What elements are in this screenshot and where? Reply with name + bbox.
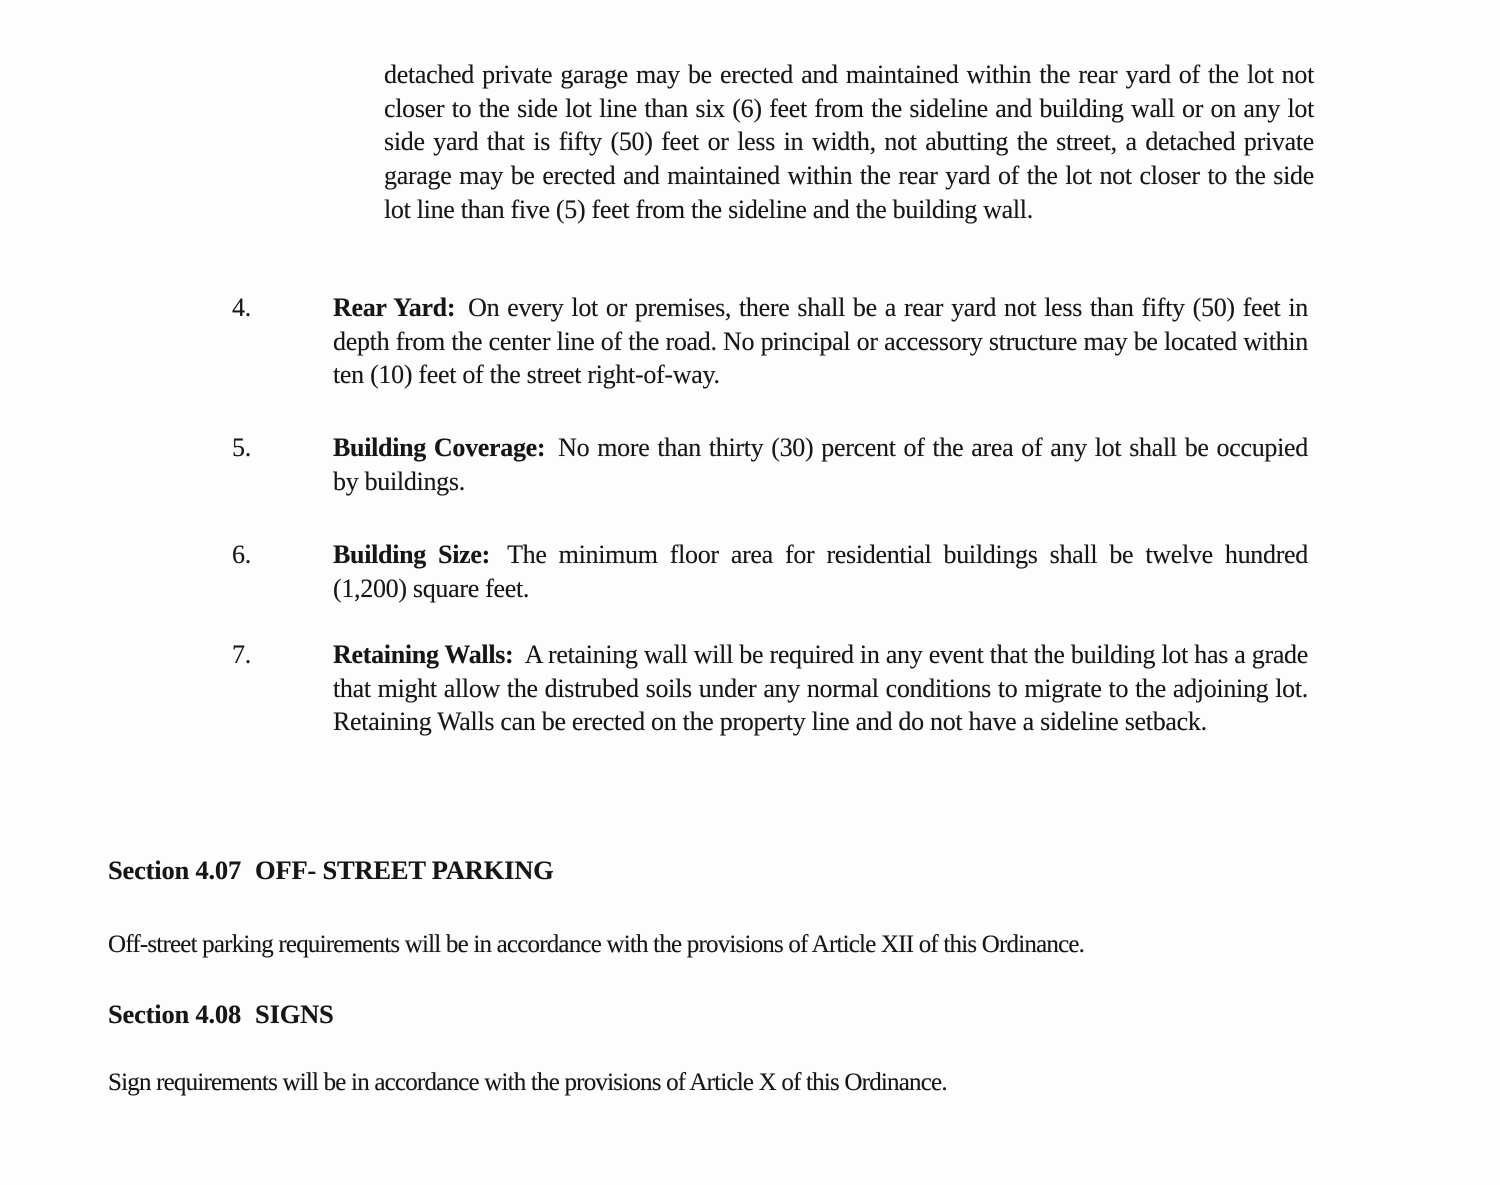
section-title: OFF- STREET PARKING: [255, 855, 554, 885]
item-title: Building Coverage:: [333, 433, 546, 462]
section-heading-4-08: [108, 997, 334, 1031]
item-body: No more than thirty (30) percent of the area of any lot shall be occupied by buildings.: [333, 433, 1308, 496]
item-paragraph: [333, 431, 1308, 498]
numbered-item-building-coverage: [232, 431, 1310, 498]
item-title: Rear Yard:: [333, 293, 456, 322]
item-number: 4.: [232, 293, 251, 322]
item-body: On every lot or premises, there shall be a rear yard not less than fifty (50) feet in depth from the center line of the road. No principal or accessory structure may be located within ten (10) feet of the street right-of-way.: [333, 293, 1308, 390]
numbered-item-building-size: [232, 538, 1310, 605]
item-body: The minimum floor area for residential buildings shall be twelve hundred (1,200) square feet.: [333, 540, 1308, 603]
section-body-signs: Sign requirements will be in accordance with the provisions of Article X of this Ordinance.: [108, 1069, 947, 1096]
section-title: SIGNS: [255, 999, 334, 1029]
section-heading-4-07: [108, 853, 554, 887]
item-paragraph: [333, 638, 1308, 739]
continuation-paragraph: detached private garage may be erected and maintained within the rear yard of the lot not closer to the side lot line than six (6) feet from the sideline and building wall or on any lot side yard that is fifty (50) feet or less in width, not abutting the street, a detached private garage may be erected and maintained within the rear yard of the lot not closer to the side lot line than five (5) feet from the sideline and the building wall.: [384, 60, 1314, 224]
item-title: Retaining Walls:: [333, 640, 514, 669]
item-paragraph: [333, 538, 1308, 605]
section-label: Section 4.07: [108, 855, 242, 885]
section-body-off-street-parking: Off-street parking requirements will be in accordance with the provisions of Article XII of this Ordinance.: [108, 931, 1085, 958]
item-number: 5.: [232, 433, 251, 462]
numbered-item-rear-yard: [232, 291, 1310, 392]
item-number: 7.: [232, 640, 251, 669]
section-label: Section 4.08: [108, 999, 242, 1029]
numbered-item-retaining-walls: [232, 638, 1310, 739]
item-paragraph: [333, 291, 1308, 392]
item-number: 6.: [232, 540, 251, 569]
item-title: Building Size:: [333, 540, 490, 569]
item-body: A retaining wall will be required in any event that the building lot has a grade that might allow the distrubed soils under any normal conditions to migrate to the adjoining lot. Retaining Walls can be erected on the property line and do not have a sideline setback.: [333, 640, 1308, 737]
